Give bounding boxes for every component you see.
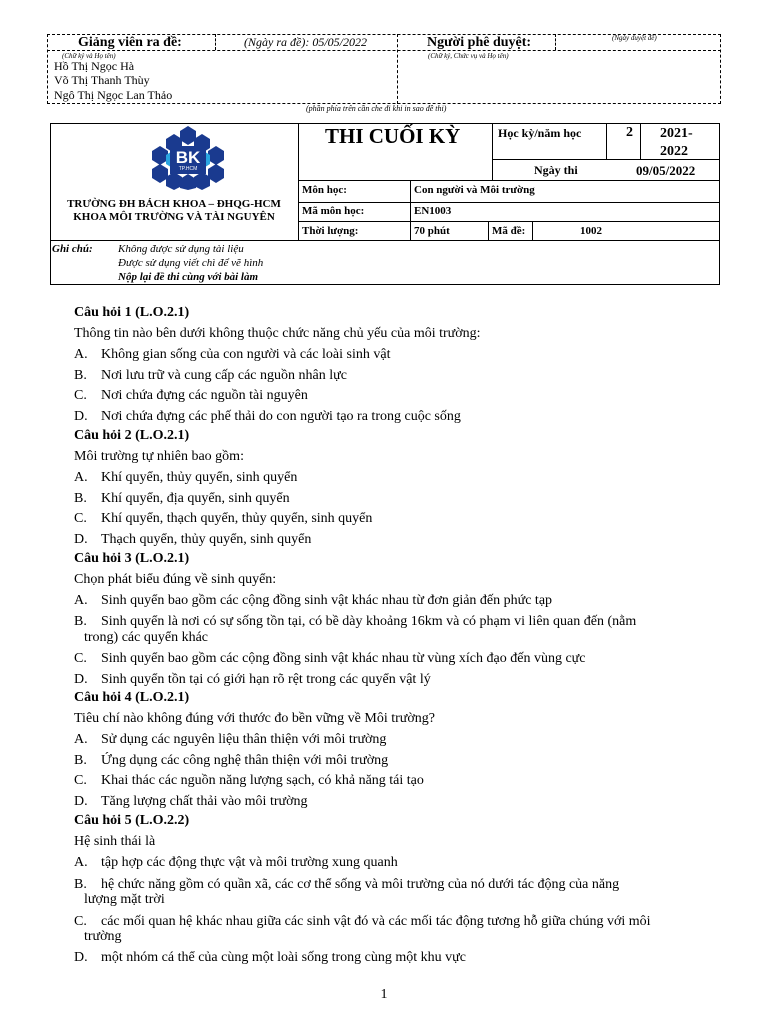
table-line-code [298,202,720,203]
question-4-text: Tiêu chí nào không đúng với thước đo bền vững về Môi trường? [74,711,435,726]
question-1-option-b: B. Nơi lưu trữ và cung cấp các nguồn nhân lực [74,368,347,383]
table-line-notes [50,240,720,241]
page-number: 1 [380,987,388,1002]
university-logo [152,126,224,190]
signature-box-divider [397,34,398,104]
question-5-option-c: C. các mối quan hệ khác nhau giữa các sinh vật đó và các mối tác động tương hỗ giữa chúng với môi [74,914,651,929]
semester-label: Học kỳ/năm học [498,126,582,140]
question-5-option-b-continued: lượng mặt trời [84,892,165,907]
question-5-text: Hệ sinh thái là [74,834,156,849]
question-1-option-c: C. Nơi chứa đựng các nguồn tài nguyên [74,388,308,403]
table-vline-value [410,180,411,241]
lecturer-name-1: Hồ Thị Ngọc Hà [54,59,135,73]
question-5-option-b: B. hệ chức năng gồm có quần xã, các cơ thể sống và môi trường của nó dưới tác động của năng [74,877,620,892]
question-5-option-d: D. một nhóm cá thể của cùng một loài sống trong cùng một khu vực [74,950,466,965]
question-1-title: Câu hỏi 1 (L.O.2.1) [74,305,190,320]
question-1-option-d: D. Nơi chứa đựng các phế thải do con người tạo ra trong cuộc sống [74,409,461,424]
table-vline-year [640,123,641,160]
question-3-title: Câu hỏi 3 (L.O.2.1) [74,551,190,566]
approve-date-note: (Ngày duyệt đề) [612,34,657,42]
question-3-option-c: C. Sinh quyển bao gồm các cộng đồng sinh vật khác nhau từ vùng xích đạo đến vùng cực [74,651,586,666]
exam-title: THI CUỐI KỲ [325,124,461,148]
question-3-option-d: D. Sinh quyển tồn tại có giới hạn rõ rệt trong các quyển vật lý [74,672,431,687]
duration-label: Thời lượng: [302,225,359,237]
question-1-option-a: A. Không gian sống của con người và các loài sinh vật [74,347,391,362]
logo-text: BK [175,148,201,167]
course-code-label: Mã môn học: [302,205,365,217]
school-name: TRƯỜNG ĐH BÁCH KHOA – ĐHQG-HCM [67,198,281,210]
question-2-title: Câu hỏi 2 (L.O.2.1) [74,428,190,443]
table-line-duration [298,221,720,222]
note-3: Nộp lại đề thi cùng với bài làm [118,271,259,283]
note-1: Không được sử dụng tài liệu [118,243,244,255]
table-vline-examcode [488,221,489,241]
notes-label: Ghi chú: [52,243,93,255]
question-2-text: Môi trường tự nhiên bao gồm: [74,449,244,464]
question-5-option-a: A. tập hợp các động thực vật và môi trường xung quanh [74,855,398,870]
question-2-option-b: B. Khí quyển, địa quyển, sinh quyển [74,491,290,506]
question-4-option-d: D. Tăng lượng chất thải vào môi trường [74,794,308,809]
question-3-option-a: A. Sinh quyển bao gồm các cộng đồng sinh vật khác nhau từ đơn giản đến phức tạp [74,593,553,608]
question-5-option-c-continued: trường [84,929,122,944]
course-code-value: EN1003 [414,205,452,217]
question-3-text: Chọn phát biểu đúng về sinh quyển: [74,572,277,587]
school-year: 2021-2022 [660,126,693,159]
exam-date: 09/05/2022 [636,163,696,178]
lecturer-label: Giảng viên ra đề: [78,35,182,50]
question-2-option-c: C. Khí quyển, thạch quyển, thủy quyển, sinh quyển [74,511,373,526]
cover-note: (phần phía trên cần che đi khi in sao đề thi) [306,104,447,113]
lecturer-name-2: Võ Thị Thanh Thùy [54,73,150,87]
semester-value: 2 [626,125,633,140]
table-vline-semester-value [606,123,607,160]
duration-value: 70 phút [414,225,450,237]
question-3-option-b-continued: trong) các quyển khác [84,630,208,645]
faculty-name: KHOA MÔI TRƯỜNG VÀ TÀI NGUYÊN [73,211,275,223]
table-line-subject [298,180,720,181]
question-4-option-c: C. Khai thác các nguồn năng lượng sạch, có khả năng tái tạo [74,773,424,788]
table-vline-semester [492,123,493,181]
exam-code-value: 1002 [580,225,602,237]
date-created: (Ngày ra đề): 05/05/2022 [244,35,367,49]
signature-box-approve-divider [555,34,556,50]
question-2-option-d: D. Thạch quyển, thủy quyển, sinh quyển [74,532,312,547]
question-3-option-b: B. Sinh quyển là nơi có sự sống tồn tại, có bề dày khoảng 16km và có phạm vi liên quan đến (nằm [74,614,637,629]
lecturer-name-3: Ngô Thị Ngọc Lan Thảo [54,88,173,102]
table-vline-left [298,123,299,241]
question-4-title: Câu hỏi 4 (L.O.2.1) [74,690,190,705]
logo-subtext: TP.HCM [178,166,198,172]
question-1-text: Thông tin nào bên dưới không thuộc chức năng chủ yếu của môi trường: [74,326,481,341]
question-5-title: Câu hỏi 5 (L.O.2.2) [74,813,190,828]
note-2: Được sử dụng viết chì để vẽ hình [118,257,264,269]
exam-code-label: Mã đề: [492,225,526,237]
signature-box-date-divider [215,34,216,50]
approver-label: Người phê duyệt: [427,35,532,50]
question-4-option-a: A. Sử dụng các nguyên liệu thân thiện với môi trường [74,732,387,747]
question-2-option-a: A. Khí quyển, thủy quyển, sinh quyển [74,470,298,485]
question-4-option-b: B. Ứng dụng các công nghệ thân thiện với môi trường [74,753,389,768]
exam-date-label: Ngày thi [534,163,578,177]
subject-value: Con người và Môi trường [414,184,535,196]
table-vline-examcode-value [532,221,533,241]
sign-note-right: (Chữ ký, Chức vụ và Họ tên) [428,52,509,60]
subject-label: Môn học: [302,184,347,196]
sign-note-left: (Chữ ký và Họ tên) [62,52,116,60]
